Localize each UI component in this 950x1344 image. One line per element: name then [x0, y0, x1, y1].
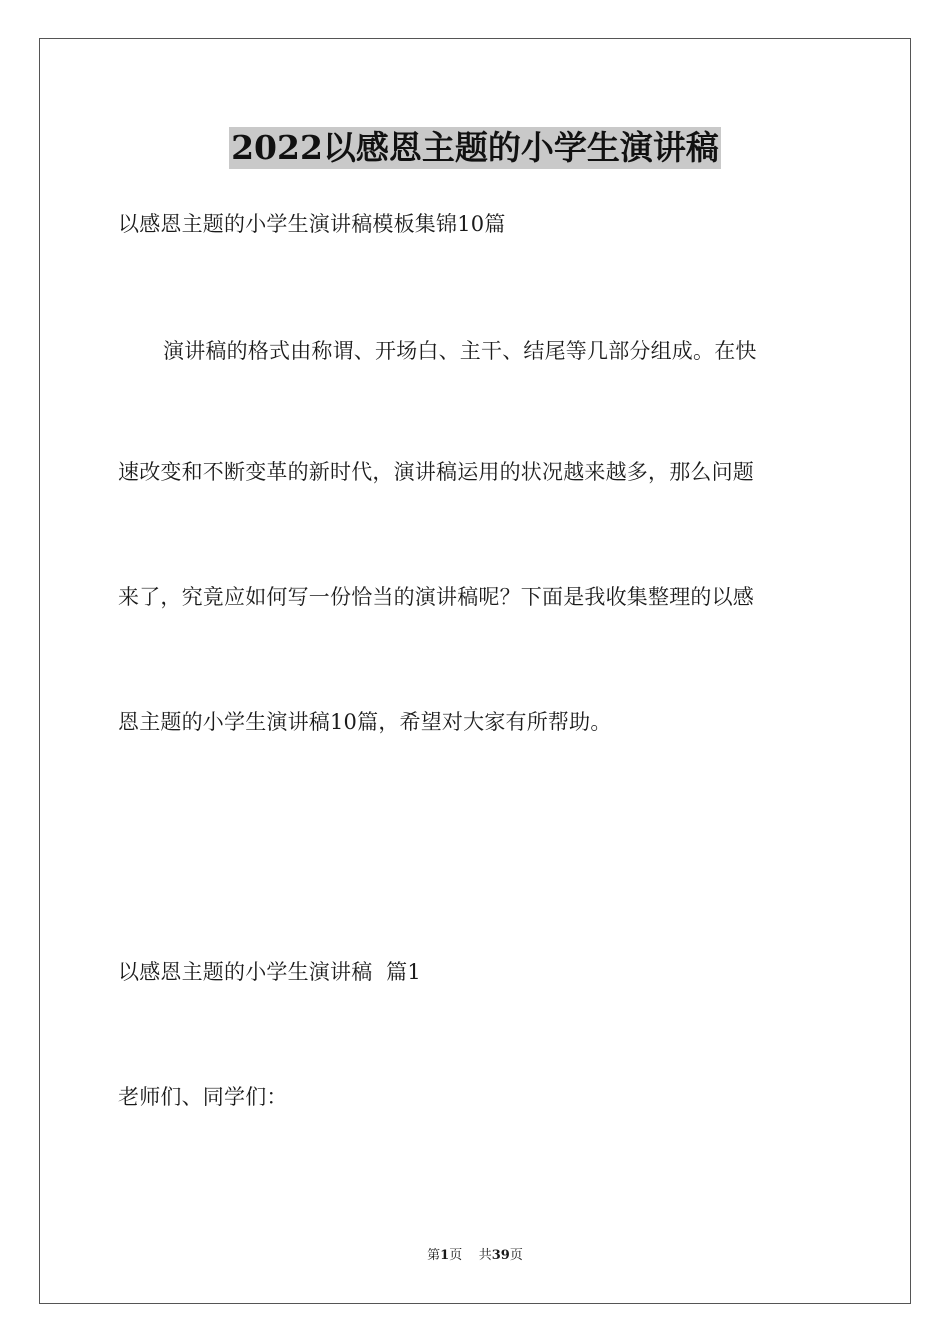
salutation: 老师们、同学们： — [118, 1085, 288, 1109]
page-suffix: 页 — [449, 1248, 463, 1263]
intro-line-1: 演讲稿的格式由称谓、开场白、主干、结尾等几部分组成。在快 — [163, 339, 757, 363]
total-pages: 39 — [491, 1248, 510, 1263]
document-title: 2022以感恩主题的小学生演讲稿 — [231, 128, 719, 167]
page-footer — [0, 1246, 950, 1266]
section-heading: 以感恩主题的小学生演讲稿 篇1 — [118, 960, 421, 984]
total-prefix: 共 — [478, 1248, 492, 1263]
document-subtitle: 以感恩主题的小学生演讲稿模板集锦10篇 — [118, 212, 506, 236]
intro-line-4: 恩主题的小学生演讲稿10篇，希望对大家有所帮助。 — [118, 710, 612, 734]
total-suffix: 页 — [509, 1248, 523, 1263]
intro-line-2: 速改变和不断变革的新时代，演讲稿运用的状况越来越多，那么问题 — [118, 460, 754, 484]
intro-line-3: 来了，究竟应如何写一份恰当的演讲稿呢？下面是我收集整理的以感 — [118, 585, 754, 609]
page-prefix: 第 — [427, 1248, 441, 1263]
title-container — [0, 127, 950, 169]
page-number: 1 — [440, 1248, 450, 1263]
